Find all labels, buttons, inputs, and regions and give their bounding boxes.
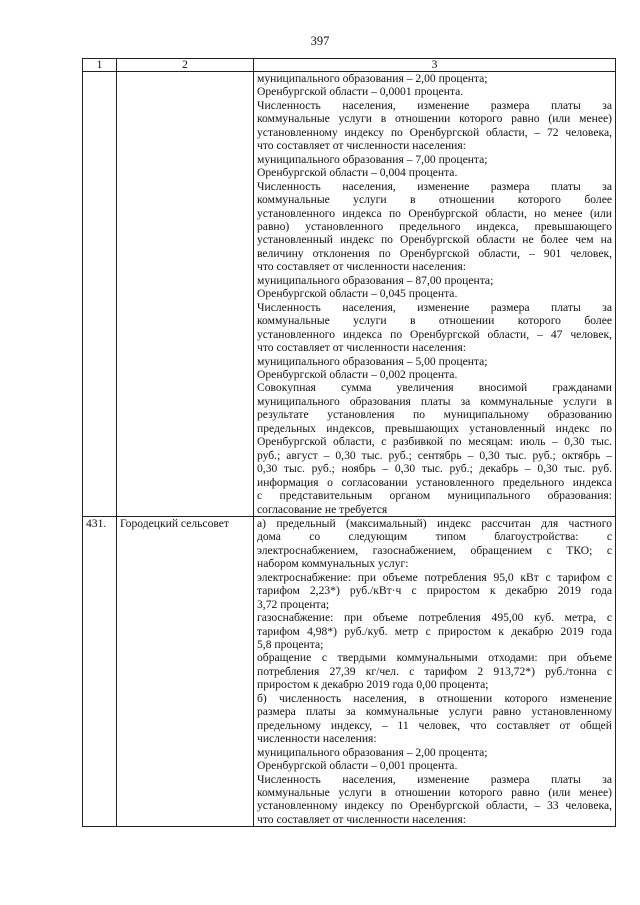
text-line: муниципального образования – 7,00 процента; xyxy=(257,152,488,166)
text-line: Численность населения, изменение размера платы за xyxy=(257,179,612,193)
text-line: коммунальные услуги в отношении которого более xyxy=(257,193,612,207)
text-line: потребления 27,39 кг/чел. с тарифом 2 913,72*) руб./тонна с xyxy=(257,664,612,678)
column-header-1: 1 xyxy=(83,59,117,72)
text-line: размера платы за коммунальные услуги равно установленному xyxy=(257,705,612,719)
text-line: обращение с твердыми коммунальными отходами: при объеме xyxy=(257,651,612,665)
text-line: электроснабжением, газоснабжением, обращением с ТКО; с xyxy=(257,543,612,557)
row-number: 431. xyxy=(83,516,117,826)
text-line: дома со следующим типом благоустройства: с xyxy=(257,530,612,544)
text-line: коммунальные услуги в отношении которого более xyxy=(257,314,612,328)
column-header-3: 3 xyxy=(254,59,616,72)
text-line: что составляет от численности населения: xyxy=(257,812,466,826)
text-line: что составляет от численности населения: xyxy=(257,341,466,355)
text-line: коммунальные услуги в отношении которого равно (или менее) xyxy=(257,112,612,126)
municipality-name xyxy=(117,72,254,517)
text-line: предельных индексов, превышающих установленный индекс по xyxy=(257,421,612,435)
text-line: муниципального образования платы за коммунальные услуги в xyxy=(257,394,612,408)
text-line: что составляет от численности населения: xyxy=(257,139,466,153)
text-line: Численность населения, изменение размера платы за xyxy=(257,772,612,786)
table-row xyxy=(83,516,616,826)
text-line: руб.; август – 0,30 тыс. руб.; сентябрь – 0,30 тыс. руб.; октябрь – xyxy=(257,448,612,462)
text-line: б) численность населения, в отношении которого изменение xyxy=(257,691,612,705)
text-line: информация о согласовании установленного предельного индекса xyxy=(257,475,612,489)
table-row xyxy=(83,72,616,517)
text-line: Оренбургской области – 0,002 процента. xyxy=(257,367,458,381)
text-line: численности населения: xyxy=(257,732,377,746)
text-line: результате установления по муниципальному образованию xyxy=(257,408,612,422)
text-line: 3,72 процента; xyxy=(257,597,330,611)
text-line: муниципального образования – 87,00 процента; xyxy=(257,273,494,287)
text-line: с представительным органом муниципального образования: xyxy=(257,489,612,503)
text-line: газоснабжение: при объеме потребления 495,00 куб. метра, с xyxy=(257,611,612,625)
text-line: предельному индексу, – 11 человек, что составляет от общей xyxy=(257,718,612,732)
municipality-name: Городецкий сельсовет xyxy=(117,516,254,826)
text-line: 5,8 процента; xyxy=(257,638,324,652)
text-line: тарифом 4,98*) руб./куб. метр с приростом к декабрю 2019 года xyxy=(257,624,612,638)
text-line: что составляет от численности населения: xyxy=(257,260,466,274)
page-number: 397 xyxy=(310,34,330,48)
text-line: равно) установленного предельного индекса, превышающего xyxy=(257,219,612,233)
text-line: установленному индексу по Оренбургской области, – 72 человека, xyxy=(257,125,612,139)
text-line: набором коммунальных услуг: xyxy=(257,557,409,571)
text-line: 0,30 тыс. руб.; ноябрь – 0,30 тыс. руб.; декабрь – 0,30 тыс. руб. xyxy=(257,462,612,476)
text-line: величину отклонения по Оренбургской области, – 901 человек, xyxy=(257,246,612,260)
text-line: муниципального образования – 2,00 процента; xyxy=(257,72,488,85)
text-line: приростом к декабрю 2019 года 0,00 процента; xyxy=(257,678,489,692)
text-line: установленного индекса по Оренбургской области, но менее (или xyxy=(257,206,612,220)
text-line: установленный индекс по Оренбургской области не более чем на xyxy=(257,233,612,247)
table-header-row xyxy=(83,59,616,72)
text-line: установленному индексу по Оренбургской области, – 33 человека, xyxy=(257,799,612,813)
row-text xyxy=(254,516,616,826)
text-line: тарифом 2,23*) руб./кВт·ч с приростом к декабрю 2019 года xyxy=(257,584,612,598)
text-line: Оренбургской области – 0,0001 процента. xyxy=(257,85,464,99)
row-number xyxy=(83,72,117,517)
column-header-2: 2 xyxy=(117,59,254,72)
text-line: Совокупная сумма увеличения вносимой гражданами xyxy=(257,381,612,395)
text-line: муниципального образования – 2,00 процента; xyxy=(257,745,488,759)
text-line: Численность населения, изменение размера платы за xyxy=(257,300,612,314)
row-text xyxy=(254,72,616,517)
text-line: Оренбургской области – 0,004 процента. xyxy=(257,166,458,180)
text-line: муниципального образования – 5,00 процента; xyxy=(257,354,488,368)
text-line: Оренбургской области – 0,001 процента. xyxy=(257,759,458,773)
text-line: Численность населения, изменение размера платы за xyxy=(257,98,612,112)
text-line: коммунальные услуги в отношении которого равно (или менее) xyxy=(257,786,612,800)
text-line: электроснабжение: при объеме потребления 95,0 кВт с тарифом с xyxy=(257,570,612,584)
text-line: Оренбургской области, с разбивкой по месяцам: июль – 0,30 тыс. xyxy=(257,435,612,449)
text-line: установленного индекса по Оренбургской области, – 47 человек, xyxy=(257,327,612,341)
text-line: Оренбургской области – 0,045 процента. xyxy=(257,287,458,301)
indices-table xyxy=(82,58,616,827)
text-line: согласование не требуется xyxy=(257,502,388,516)
text-line: а) предельный (максимальный) индекс рассчитан для частного xyxy=(257,516,612,530)
